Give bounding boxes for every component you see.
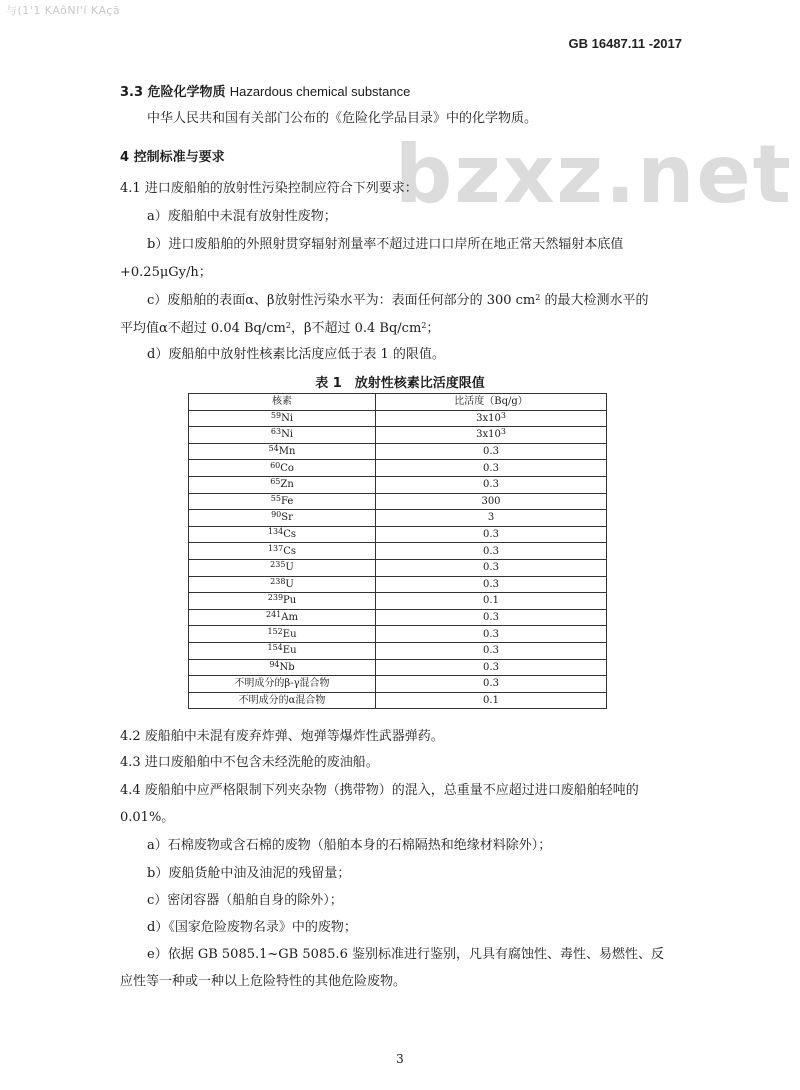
activity-value: 0.3 xyxy=(483,562,499,574)
activity-value: 0.3 xyxy=(483,578,499,590)
activity-value: 0.3 xyxy=(483,645,499,657)
c-line1-text: c）废船舶的表面α、β放射性污染水平为：表面任何部分的 300 cm xyxy=(147,293,536,308)
activity-value: 0.3 xyxy=(483,446,499,458)
activity-cell xyxy=(376,493,607,510)
table-row xyxy=(189,493,607,510)
nuclide-cell xyxy=(189,510,376,527)
nuclide-cell xyxy=(189,493,376,510)
table-row xyxy=(189,676,607,693)
mass-number: 94 xyxy=(269,659,280,669)
clause-4-4-e-line1: e）依据 GB 5085.1~GB 5085.6 鉴别标准进行鉴别，凡具有腐蚀性、毒性、易燃性、反 xyxy=(147,947,664,962)
clause-4-3: 4.3 进口废船舶中不包含未经洗舱的废油船。 xyxy=(120,755,379,770)
mass-number: 241 xyxy=(266,610,282,620)
nuclide-symbol: Zn xyxy=(280,479,294,491)
activity-value: 0.1 xyxy=(483,595,499,607)
clause-4-1-a: a）废船舶中未混有放射性废物； xyxy=(147,209,337,224)
mass-number: 134 xyxy=(267,527,284,537)
activity-value: 0.3 xyxy=(483,612,499,624)
section-3-3-heading xyxy=(120,83,410,102)
activity-value: 3 xyxy=(487,512,495,524)
mass-number: 60 xyxy=(270,460,281,470)
table-row xyxy=(189,476,607,493)
nuclide-cell xyxy=(189,460,376,477)
clause-4-4-e-line2: 应性等一种或一种以上危险特性的其他危险废物。 xyxy=(120,974,407,989)
table-row xyxy=(189,559,607,576)
activity-cell xyxy=(376,443,607,460)
nuclide-cell xyxy=(189,593,376,610)
mass-number: 239 xyxy=(267,593,284,603)
nuclide-cell xyxy=(189,559,376,576)
nuclide-symbol: U xyxy=(285,578,294,590)
c-line1-tail: 的最大检测水平的 xyxy=(540,293,649,308)
section-4-heading: 4 控制标准与要求 xyxy=(120,150,225,165)
activity-value: 3x10 xyxy=(476,412,501,424)
table-row xyxy=(189,642,607,659)
table-row xyxy=(189,626,607,643)
table-header-row xyxy=(189,394,607,411)
nuclide-symbol: Eu xyxy=(282,645,297,657)
activity-value: 0.3 xyxy=(483,678,499,690)
table-row xyxy=(189,526,607,543)
c-line2-tail: ； xyxy=(426,321,440,336)
mass-number: 54 xyxy=(268,444,279,454)
activity-cell xyxy=(376,526,607,543)
nuclide-symbol: Cs xyxy=(283,545,297,557)
activity-value: 0.3 xyxy=(483,661,499,673)
mass-number: 55 xyxy=(270,493,281,503)
table-1-caption: 表 1 放射性核素比活度限值 xyxy=(315,376,485,391)
c-line2-mid: ，β不超过 0.4 Bq/cm xyxy=(290,321,422,336)
activity-cell xyxy=(376,593,607,610)
activity-cell xyxy=(376,626,607,643)
nuclide-symbol: Eu xyxy=(282,628,297,640)
activity-exponent: 3 xyxy=(500,427,506,437)
nuclide-symbol: Pu xyxy=(283,595,297,607)
nuclide-symbol: Am xyxy=(281,612,298,624)
table-1 xyxy=(188,393,607,709)
nuclide-symbol: U xyxy=(285,562,294,574)
nuclide-cell xyxy=(189,543,376,560)
clause-4-4-d: d）《国家危险废物名录》中的废物； xyxy=(147,920,357,935)
activity-cell xyxy=(376,510,607,527)
table-row xyxy=(189,443,607,460)
clause-4-1-c-line2 xyxy=(120,320,439,338)
activity-value: 0.3 xyxy=(483,462,499,474)
nuclide-symbol: 不明成分的α混合物 xyxy=(238,694,326,706)
table-row xyxy=(189,609,607,626)
c-line2-sup1: 2 xyxy=(285,321,291,330)
activity-exponent: 3 xyxy=(500,410,506,420)
c-line2-text: 平均值α不超过 0.04 Bq/cm xyxy=(120,321,286,336)
nuclide-cell xyxy=(189,692,376,709)
mass-number: 59 xyxy=(270,410,282,420)
clause-4-4-c: c）密闭容器（船舶自身的除外）； xyxy=(147,893,343,908)
clause-4-4-a: a）石棉废物或含石棉的废物（船舶本身的石棉隔热和绝缘材料除外）； xyxy=(147,838,552,853)
table-row xyxy=(189,510,607,527)
mass-number: 238 xyxy=(270,576,286,586)
nuclide-cell xyxy=(189,626,376,643)
nuclide-symbol: 不明成分的β-γ混合物 xyxy=(234,678,330,690)
table-row xyxy=(189,692,607,709)
table-row xyxy=(189,427,607,444)
table-row xyxy=(189,460,607,477)
standard-number: GB 16487.11 -2017 xyxy=(568,36,682,51)
table-row xyxy=(189,659,607,676)
watermark: bzxz.net xyxy=(395,128,793,221)
activity-cell xyxy=(376,576,607,593)
activity-cell xyxy=(376,460,607,477)
table-row xyxy=(189,543,607,560)
mass-number: 154 xyxy=(267,643,283,653)
activity-cell xyxy=(376,676,607,693)
activity-value: 0.3 xyxy=(483,628,499,640)
nuclide-cell xyxy=(189,476,376,493)
mass-number: 63 xyxy=(270,427,282,437)
nuclide-cell xyxy=(189,427,376,444)
nuclide-symbol: Co xyxy=(280,462,294,474)
clause-4-1-d: d）废船舶中放射性核素比活度应低于表 1 的限值。 xyxy=(147,347,445,362)
nuclide-symbol: Mn xyxy=(278,446,296,458)
clause-4-1: 4.1 进口废船舶的放射性污染控制应符合下列要求： xyxy=(120,181,418,196)
mass-number: 235 xyxy=(270,560,286,570)
section-3-3-title-en: Hazardous chemical substance xyxy=(229,84,411,99)
clause-4-4-line1: 4.4 废船舶中应严格限制下列夹杂物（携带物）的混入，总重量不应超过进口废船舶轻吨的 xyxy=(120,783,639,798)
activity-cell xyxy=(376,692,607,709)
section-3-3-title: 3.3 危险化学物质 xyxy=(120,85,226,100)
clause-4-2: 4.2 废船舶中未混有废弃炸弹、炮弹等爆炸性武器弹药。 xyxy=(120,729,444,744)
mass-number: 152 xyxy=(267,626,283,636)
table-row xyxy=(189,576,607,593)
activity-value: 0.3 xyxy=(483,545,499,557)
table-row xyxy=(189,410,607,427)
nuclide-cell xyxy=(189,642,376,659)
activity-cell xyxy=(376,609,607,626)
page-number: 3 xyxy=(396,1052,404,1066)
activity-cell xyxy=(376,559,607,576)
clause-4-1-b-line2: +0.25μGy/h； xyxy=(120,265,212,280)
activity-value: 300 xyxy=(481,495,501,507)
mass-number: 137 xyxy=(267,543,284,553)
nuclide-cell xyxy=(189,410,376,427)
table-row xyxy=(189,593,607,610)
activity-cell xyxy=(376,659,607,676)
activity-value: 0.1 xyxy=(483,694,499,706)
c-line2-sup2: 2 xyxy=(421,321,427,330)
nuclide-cell xyxy=(189,676,376,693)
col-header-activity: 比活度（Bq/g） xyxy=(376,394,607,411)
nuclide-symbol: Ni xyxy=(281,429,294,441)
section-3-3-body: 中华人民共和国有关部门公布的《危险化学品目录》中的化学物质。 xyxy=(147,111,538,126)
activity-value: 3x10 xyxy=(476,429,501,441)
scan-header-mark: 与(1'1 KAôNI'í KAçä xyxy=(6,4,121,17)
c-line1-sup: 2 xyxy=(535,293,541,302)
activity-value: 0.3 xyxy=(483,529,499,541)
nuclide-cell xyxy=(189,576,376,593)
mass-number: 90 xyxy=(271,510,282,520)
activity-cell xyxy=(376,410,607,427)
nuclide-symbol: Fe xyxy=(280,495,294,507)
activity-cell xyxy=(376,427,607,444)
nuclide-symbol: Nb xyxy=(279,661,295,673)
nuclide-symbol: Cs xyxy=(283,529,297,541)
col-header-nuclide: 核素 xyxy=(189,394,376,411)
activity-cell xyxy=(376,476,607,493)
clause-4-1-c-line1 xyxy=(147,292,649,310)
clause-4-1-b-line1: b）进口废船舶的外照射贯穿辐射剂量率不超过进口口岸所在地正常天然辐射本底值 xyxy=(147,237,624,252)
activity-cell xyxy=(376,543,607,560)
activity-value: 0.3 xyxy=(483,479,499,491)
nuclide-cell xyxy=(189,526,376,543)
nuclide-cell xyxy=(189,659,376,676)
mass-number: 65 xyxy=(270,477,281,487)
nuclide-cell xyxy=(189,443,376,460)
clause-4-4-b: b）废船货舱中油及油泥的残留量； xyxy=(147,866,351,881)
clause-4-4-line2: 0.01%。 xyxy=(120,810,175,825)
nuclide-cell xyxy=(189,609,376,626)
activity-cell xyxy=(376,642,607,659)
nuclide-symbol: Sr xyxy=(281,512,293,524)
nuclide-symbol: Ni xyxy=(281,412,294,424)
